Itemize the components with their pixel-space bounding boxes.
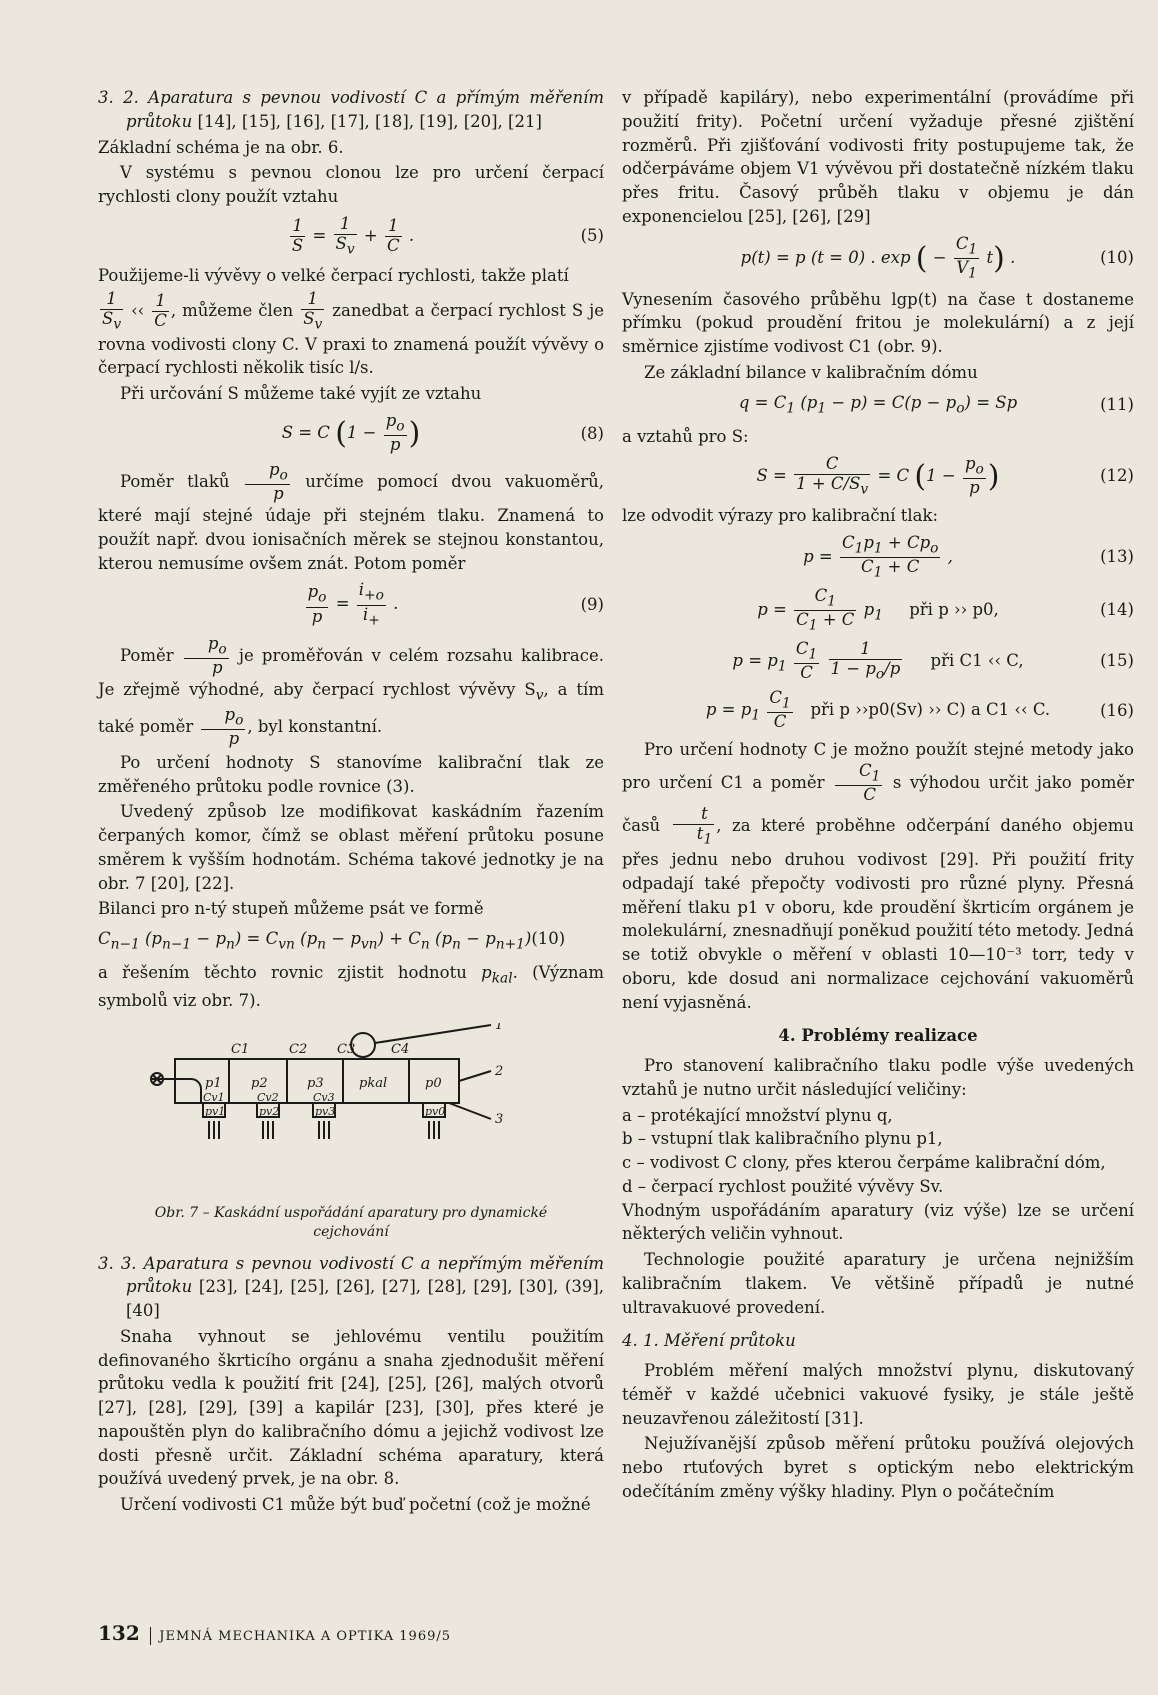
figure-7-caption: Obr. 7 – Kaskádní uspořádání aparatury pro dynamické cejchování xyxy=(154,1204,548,1240)
equation-12: S = $\frac{C}{1 + C/S_v}$ = C (1 − $\frac{p_o}{p}$ ) (12) xyxy=(756,453,1134,497)
fig-label: pkal xyxy=(359,1076,388,1092)
fig-label: p3 xyxy=(307,1076,324,1092)
paragraph: Poměr $\frac{p_o}{p}$ je proměřován v celém rozsahu kalibrace. Je zřejmě výhodné, aby čerpací rychlost vývěvy $S_v$, a tím také poměr $\frac{p_o}{p}$ , byl konstantní. xyxy=(98,633,604,748)
cascade-apparatus-diagram xyxy=(141,1023,561,1193)
equation-11: $q = C_1$ $(p_1 - p) = C(p - p_o) = Sp$ (11) xyxy=(738,392,1134,417)
fig-label: C3 xyxy=(337,1042,356,1058)
list-item: c – vodivost C clony, přes kterou čerpáme kalibrační dóm, xyxy=(622,1153,1106,1172)
paragraph: Při určování S můžeme také vyjít ze vztahu xyxy=(120,384,482,404)
fig-label: 2 xyxy=(495,1064,504,1080)
quantities-list xyxy=(622,1104,1134,1199)
fig-label: pv2 xyxy=(259,1105,280,1119)
fig-label: p1 xyxy=(205,1076,222,1092)
paragraph: Po určení hodnoty S stanovíme kalibrační tlak ze změřeného průtoku podle rovnice (3). xyxy=(98,752,604,796)
left-column xyxy=(98,86,604,1519)
equation-10-left: $C_{n-1}$ $(p_{n-1} - p_n) = C_{vn}$ $(p_n - p_{vn}) + C_n$ $(p_n - p_{n+1})(10)$ xyxy=(98,929,566,953)
fig-label: C4 xyxy=(391,1042,410,1058)
fig-label: pv0 xyxy=(425,1105,446,1119)
paragraph: a řešením těchto rovnic zjistit hodnotu $p_{kal}$. (Význam symbolů viz obr. 7). xyxy=(98,963,604,1011)
fig-label: Cv3 xyxy=(313,1091,335,1105)
section-4-heading: 4. Problémy realizace xyxy=(778,1026,978,1046)
fig-label: p2 xyxy=(251,1076,268,1092)
fig-label: 3 xyxy=(495,1112,504,1128)
equation-16: $p = p_1$ $\frac{C_1}{C}$ při p ››p0(Sv) ›› C) a C1 ‹‹ C. (16) xyxy=(705,688,1134,732)
paragraph: Snaha vyhnout se jehlovému ventilu použitím definovaného škrticího orgánu a snaha zjednodušit měření průtoku vedla k použití frit [24], [25], [26], malých otvorů [27], [28], [29], [39] a kapilár [23], [30], přes které je napouštěn plyn do kalibračního dómu a jejichž vodivost lze dosti přesně určit. Základní schéma aparatury, která používá uvedený prvek, je na obr. 8. xyxy=(98,1326,604,1489)
list-item: b – vstupní tlak kalibračního plynu p1, xyxy=(622,1129,943,1149)
fig-label: Cv2 xyxy=(257,1091,279,1105)
fig-label: C1 xyxy=(231,1042,250,1058)
paragraph: Pro stanovení kalibračního tlaku podle výše uvedených vztahů je nutno určit následující veličiny: xyxy=(622,1056,1134,1099)
paragraph: Bilanci pro n-tý stupeň můžeme psát ve formě xyxy=(98,899,484,919)
paragraph: Použijeme-li vývěvy o velké čerpací rychlosti, takže platí xyxy=(98,265,569,285)
paragraph: Vhodným uspořádáním aparatury (viz výše) lze se určení některých veličin vyhnout. xyxy=(622,1200,1134,1244)
paragraph: Pro určení hodnoty C je možno použít stejné metody jako pro určení C1 a poměr $\frac{C_1}{C}$ s výhodou určit jako poměr časů $\frac{t}{t_1}$ , za které proběhne odčerpání daného objemu přes jednu nebo druhou vodivost [29]. Při použití frity odpadají také přepočty vodivosti pro různé plyny. Přesná měření tlaku p1 v oboru, kde proudění škrticím orgánem je molekulární, znesnadňují poněkud použití této metody. Jedná se totiž obvykle o měření v oblasti 10—10⁻³ torr, tedy v oboru, kde dosud ani normalizace cejchování vakuoměrů není vyjasněná. xyxy=(622,740,1135,1012)
journal-name: JEMNÁ MECHANIKA A OPTIKA 1969/5 xyxy=(159,1629,452,1644)
list-item: a – protékající množství plynu q, xyxy=(622,1105,893,1125)
right-column xyxy=(622,86,1134,1506)
paragraph: a vztahů pro S: xyxy=(622,426,749,446)
fig-label: 1 xyxy=(495,1023,504,1034)
paragraph: Poměr tlaků $\frac{p_o}{p}$ určíme pomocí dvou vakuoměrů, které mají stejné údaje při stejném tlaku. Znamená to použít např. dvou ionisačních měrek se stejnou konstantou, kterou nemusíme ovšem znát. Potom poměr xyxy=(98,460,605,573)
section-3-3-heading: 3. 3. Aparatura s pevnou vodivostí C a nepřímým měřením průtoku [23], [24], [25], [26], [27], [28], [29], [30], (39], [40] xyxy=(98,1253,604,1321)
fig-label: pv1 xyxy=(205,1105,226,1119)
fig-label: C2 xyxy=(289,1042,308,1058)
page-footer xyxy=(98,1621,451,1645)
paragraph: Vynesením časového průběhu lgp(t) na čase t dostaneme přímku (pokud proudění fritou je molekulární) a z její směrnice zjistíme vodivost C1 (obr. 9). xyxy=(622,289,1134,357)
paragraph: v případě kapiláry), nebo experimentální (provádíme při použití frity). Početní určení vyžaduje přesné zjištění rozměrů. Při zjišťování vodivosti frity postupujeme tak, že odčerpáváme objem V1 vývěvou při dostatečně nízkém tlaku přes fritu. Časový průběh tlaku v objemu je dán exponencielou [25], [26], [29] xyxy=(622,88,1134,226)
equation-9: $\frac{p_o}{p}$ = $\frac{i_{+o}}{i_+}$ . (9) xyxy=(307,580,604,628)
fig-label: pv3 xyxy=(315,1105,336,1119)
section-3-2-heading: 3. 2. Aparatura s pevnou vodivostí C a přímým měřením průtoku [14], [15], [16], [17], [18], [19], [20], [21] xyxy=(98,88,604,131)
paragraph: Ze základní bilance v kalibračním dómu xyxy=(644,362,978,382)
page-number: 132 xyxy=(98,1621,140,1645)
paragraph: V systému s pevnou clonou lze pro určení čerpací rychlosti clony použít vztahu xyxy=(98,163,604,206)
paragraph: $\frac{1}{S_v}$ ‹‹ $\frac{1}{C}$ , můžeme člen $\frac{1}{S_v}$ zanedbat a čerpací rychlost S je rovna vodivosti clony C. V praxi to znamená použít vývěvy o čerpací rychlosti několik tisíc l/s. xyxy=(98,288,604,378)
equation-10-right: p(t) = p (t = 0) . exp ( − $\frac{C_1}{V_1}$ t) . (10) xyxy=(740,233,1134,281)
equation-5: $\frac{1}{S}$ = $\frac{1}{S_v}$ + $\frac{1}{C}$ . (5) xyxy=(291,213,604,258)
equation-13: p = $\frac{C_1p_1 + Cp_o}{C_1 + C}$ , (13) xyxy=(803,532,1134,580)
section-4-1-heading: 4. 1. Měření průtoku xyxy=(622,1331,796,1351)
figure-7 xyxy=(98,1023,604,1200)
paragraph: Technologie použité aparatury je určena nejnižším kalibračním tlakem. Ve většině případů je nutné ultravakuové provedení. xyxy=(622,1250,1134,1317)
fig-label: p0 xyxy=(425,1076,442,1092)
list-item: d – čerpací rychlost použité vývěvy Sv. xyxy=(622,1176,944,1196)
equation-15: $p = p_1$ $\frac{C_1}{C}$ $\frac{1}{1 - p_o/p}$ při C1 ‹‹ C, (15) xyxy=(732,638,1134,683)
paragraph: Nejužívanější způsob měření průtoku používá olejových nebo rtuťových byret s optickým nebo elektrickým odečítáním změny výšky hladiny. Plyn o počátečním xyxy=(622,1434,1134,1501)
paragraph: Určení vodivosti C1 může být buď početní (což je možné xyxy=(120,1495,591,1515)
paragraph: Problém měření malých množství plynu, diskutovaný téměř v každé učebnici vakuové fysiky, je stále ještě neuzavřenou záležitostí [31]. xyxy=(622,1361,1134,1428)
equation-14: p = $\frac{C_1}{C_1 + C}$ $p_1$ při p ›› p0, (14) xyxy=(757,585,1134,634)
paragraph: lze odvodit výrazy pro kalibrační tlak: xyxy=(622,505,939,525)
fig-label: Cv1 xyxy=(203,1091,225,1105)
paragraph: Uvedený způsob lze modifikovat kaskádním řazením čerpaných komor, čímž se oblast měření průtoku posune směrem k vyšším hodnotám. Schéma takové jednotky je na obr. 7 [20], [22]. xyxy=(98,802,604,893)
equation-8: S = C (1 − $\frac{p_o}{p}$ ) (8) xyxy=(281,410,604,455)
paragraph: Základní schéma je na obr. 6. xyxy=(98,137,344,157)
